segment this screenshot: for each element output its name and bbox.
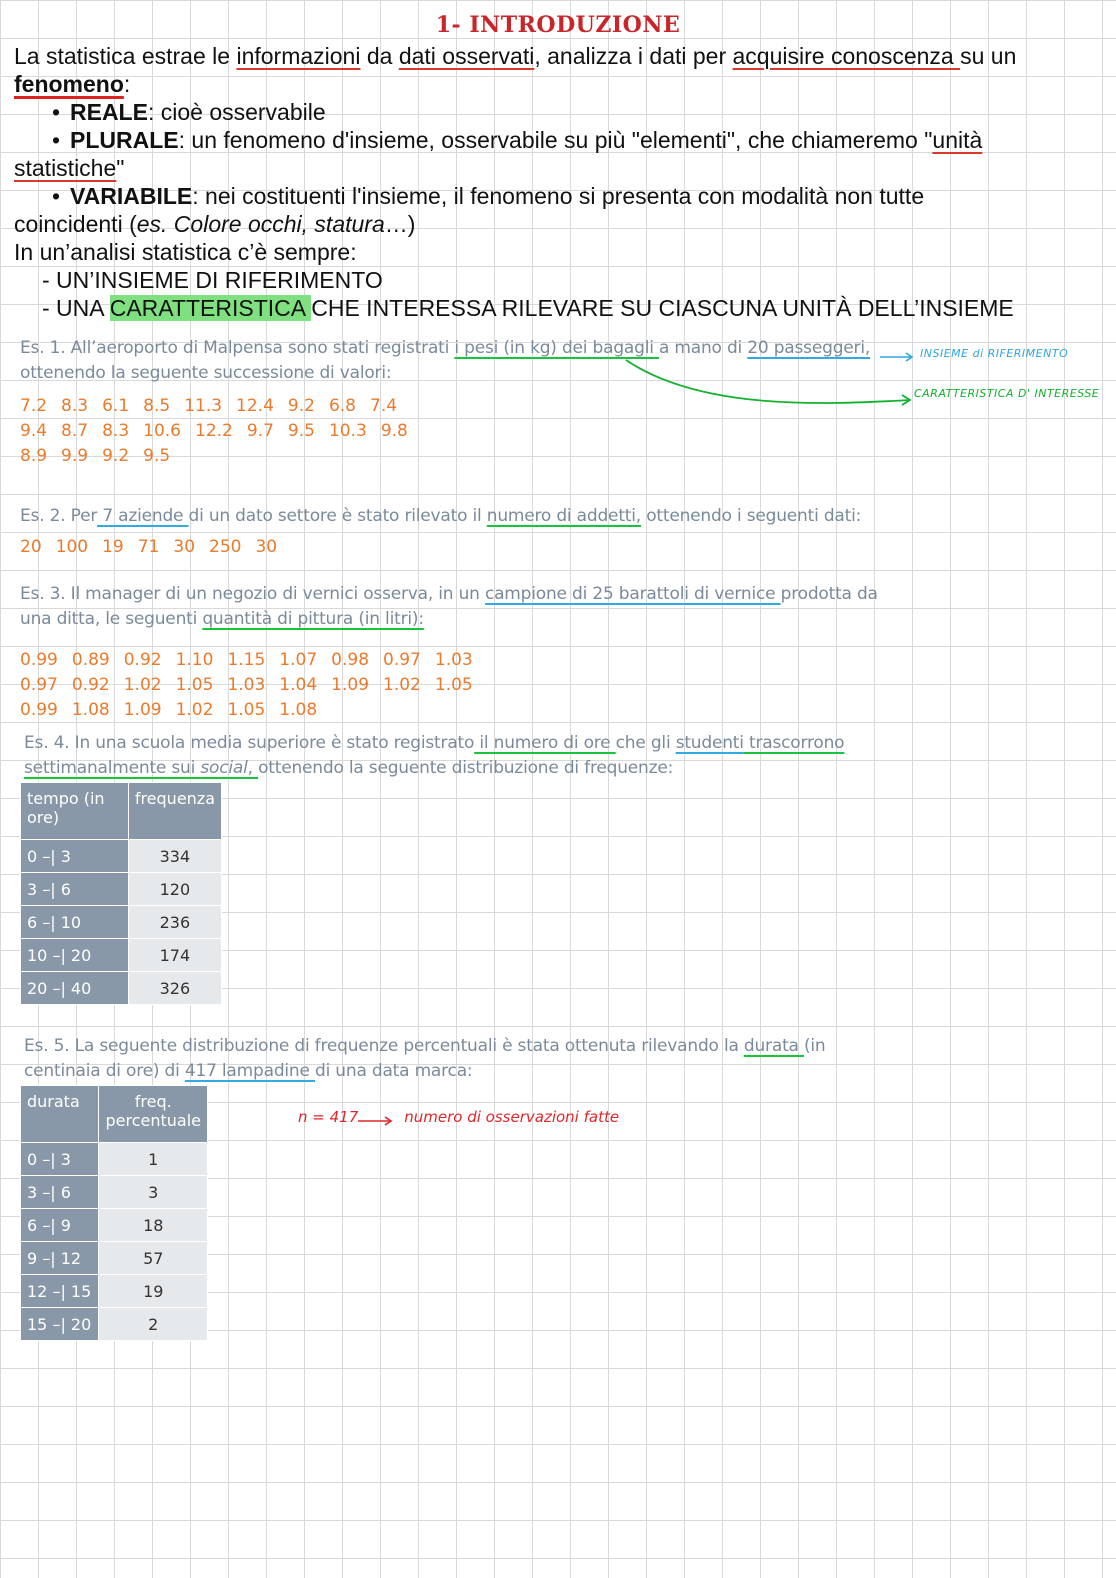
data-value: 9.7 <box>246 421 274 441</box>
data-value: 30 <box>173 537 196 557</box>
bullet-term: VARIABILE <box>70 183 193 209</box>
ex1-text: a mano di <box>658 338 748 358</box>
interval-cell: 12 –| 15 <box>21 1275 99 1308</box>
data-value: 20 <box>20 537 42 557</box>
ex4-characteristic: social <box>200 758 248 778</box>
ex2-text: Es. 2. Per <box>20 506 98 526</box>
data-value: 250 <box>209 537 242 557</box>
ex4-characteristic: sui <box>166 758 201 778</box>
interval-cell: 0 –| 3 <box>21 1143 99 1176</box>
intro-text: La statistica estrae le <box>14 43 237 69</box>
data-value: 1.08 <box>279 700 318 720</box>
note-insieme-riferimento: INSIEME di RIFERIMENTO <box>920 347 1069 360</box>
ex4-characteristic: il numero di ore <box>474 733 616 753</box>
interval-cell: 9 –| 12 <box>21 1242 99 1275</box>
bullet-term: PLURALE <box>70 127 179 153</box>
data-value: 0.97 <box>20 675 58 695</box>
ex4-text: ottenendo la seguente distribuzione di frequenze: <box>258 758 674 778</box>
interval-cell: 3 –| 6 <box>21 1176 99 1209</box>
intro-underlined: dati osservati <box>398 43 535 69</box>
data-value: 1.10 <box>175 650 214 670</box>
bullet-icon: • <box>51 183 60 209</box>
data-value: 1.02 <box>123 675 162 695</box>
interval-cell: 20 –| 40 <box>21 972 129 1005</box>
data-value: 100 <box>55 537 89 557</box>
value-cell: 57 <box>99 1242 208 1275</box>
ex4-characteristic: trascorrono <box>743 733 845 753</box>
arrow-to-note <box>358 1117 391 1125</box>
interval-cell: 10 –| 20 <box>21 939 129 972</box>
ex2-characteristic: numero di addetti, <box>486 506 641 526</box>
data-value: 6.8 <box>328 396 356 416</box>
ex2-text: ottenendo i seguenti dati: <box>640 506 862 526</box>
ex1-population: 20 passeggeri, <box>747 338 871 358</box>
analysis-text: CHE INTERESSA RILEVARE SU CIASCUNA UNITÀ DELL’INSIEME <box>311 295 1014 321</box>
ex3-text: una ditta, le seguenti <box>20 609 203 629</box>
data-value: 7.2 <box>20 396 48 416</box>
ex4-characteristic: settimanalmente <box>24 758 167 778</box>
ex4-text: Es. 4. In una scuola media superiore è stato registrato <box>24 733 475 753</box>
ex5-text: centinaia di ore) di <box>24 1061 185 1081</box>
arrow-to-caratteristica <box>626 360 910 405</box>
interval-cell: 3 –| 6 <box>21 873 129 906</box>
data-value: 71 <box>137 537 160 557</box>
data-value: 9.8 <box>380 421 408 441</box>
ex1-line-2: ottenendo la seguente successione di valori: <box>20 363 392 383</box>
data-value: 1.07 <box>279 650 318 670</box>
bullet-text: : cioè osservabile <box>147 99 326 125</box>
fenomeno-term: fenomeno <box>14 71 124 97</box>
data-value: 12.2 <box>195 421 233 441</box>
data-value: 7.4 <box>370 396 398 416</box>
data-value: 11.3 <box>184 396 223 416</box>
value-cell: 236 <box>128 906 221 939</box>
ex4-text: che gli <box>615 733 676 753</box>
data-value: 0.89 <box>71 650 110 670</box>
ex5-text: (in <box>803 1036 826 1056</box>
data-value: 19 <box>102 537 124 557</box>
ex3-population: campione di 25 barattoli di vernice <box>484 584 781 604</box>
note-caratteristica-interesse: CARATTERISTICA D' INTERESSE <box>914 387 1100 400</box>
value-cell: 1 <box>99 1143 208 1176</box>
intro-text: da <box>360 43 399 69</box>
analysis-text: - UNA <box>42 295 110 321</box>
value-cell: 2 <box>99 1308 208 1341</box>
highlighted-term: CARATTERISTICA <box>109 295 312 321</box>
intro-underlined: informazioni <box>236 43 361 69</box>
data-value: 1.03 <box>434 650 473 670</box>
data-value: 9.2 <box>102 446 130 466</box>
bullet-examples: es. Colore occhi, statura <box>136 211 385 237</box>
data-value: 9.2 <box>287 396 315 416</box>
ex1-characteristic: i pesi (in kg) dei bagagli <box>454 338 659 358</box>
bullet-text: : un fenomeno d'insieme, osservabile su più "elementi", che chiameremo " <box>178 127 933 153</box>
analysis-item-1: - UN’INSIEME DI RIFERIMENTO <box>42 267 383 293</box>
data-value: 1.09 <box>123 700 162 720</box>
bullet-text: " <box>116 155 125 181</box>
value-cell: 18 <box>99 1209 208 1242</box>
bullet-underlined: unità <box>932 127 983 153</box>
data-value: 8.5 <box>143 396 171 416</box>
column-header: freq. percentuale <box>99 1086 208 1143</box>
data-value: 10.6 <box>143 421 181 441</box>
ex4-characteristic: , <box>247 758 259 778</box>
data-value: 9.5 <box>287 421 315 441</box>
column-header: frequenza <box>128 783 221 840</box>
data-value: 30 <box>255 537 278 557</box>
data-value: 0.92 <box>123 650 162 670</box>
column-header: durata <box>21 1086 99 1143</box>
ex2-text: di un dato settore è stato rilevato il <box>188 506 487 526</box>
note-text: numero di osservazioni fatte <box>404 1108 620 1126</box>
arrow-to-insieme <box>880 353 912 361</box>
data-value: 10.3 <box>328 421 367 441</box>
intro-text: , analizza i dati per <box>534 43 733 69</box>
ex3-text: prodotta da <box>780 584 878 604</box>
data-value: 9.4 <box>20 421 48 441</box>
bullet-text: …) <box>384 211 416 237</box>
data-value: 0.98 <box>331 650 370 670</box>
ex3-characteristic: quantità di pittura (in litri): <box>202 609 424 629</box>
bullet-icon: • <box>51 99 60 125</box>
data-value: 1.05 <box>175 675 214 695</box>
ex1-text: Es. 1. All’aeroporto di Malpensa sono stati registrati <box>20 338 455 358</box>
page-title: 1- INTRODUZIONE <box>435 12 681 38</box>
ex3-text: Es. 3. Il manager di un negozio di vernici osserva, in un <box>20 584 485 604</box>
data-value: 0.97 <box>383 650 421 670</box>
data-value: 0.99 <box>20 650 58 670</box>
data-value: 0.92 <box>71 675 110 695</box>
data-value: 9.9 <box>61 446 89 466</box>
ex5-characteristic: durata <box>743 1036 804 1056</box>
bullet-term: REALE <box>70 99 148 125</box>
note-n-value: n = 417 <box>298 1108 359 1126</box>
bullet-text: : nei costituenti l'insieme, il fenomeno si presenta con modalità non tutte <box>192 183 925 209</box>
data-value: 12.4 <box>236 396 274 416</box>
data-value: 9.5 <box>143 446 171 466</box>
interval-cell: 6 –| 9 <box>21 1209 99 1242</box>
data-value: 1.02 <box>175 700 214 720</box>
data-value: 8.3 <box>102 421 130 441</box>
value-cell: 3 <box>99 1176 208 1209</box>
data-value: 1.03 <box>227 675 266 695</box>
data-value: 1.04 <box>279 675 318 695</box>
intro-text: : <box>123 71 131 97</box>
bullet-underlined: statistiche <box>14 155 117 181</box>
intro-text: su un <box>960 43 1017 69</box>
ex5-text: di una data marca: <box>314 1061 473 1081</box>
value-cell: 19 <box>99 1275 208 1308</box>
interval-cell: 6 –| 10 <box>21 906 129 939</box>
data-value: 6.1 <box>102 396 130 416</box>
analysis-line: In un’analisi statistica c’è sempre: <box>14 239 357 265</box>
value-cell: 334 <box>128 840 221 873</box>
data-value: 1.05 <box>227 700 266 720</box>
data-value: 8.3 <box>61 396 89 416</box>
value-cell: 120 <box>128 873 221 906</box>
value-cell: 174 <box>128 939 221 972</box>
ex4-population: studenti <box>675 733 744 753</box>
intro-underlined: acquisire conoscenza <box>732 43 961 69</box>
ex5-text: Es. 5. La seguente distribuzione di frequenze percentuali è stata ottenuta rilevando la <box>24 1036 744 1056</box>
value-cell: 326 <box>128 972 221 1005</box>
interval-cell: 15 –| 20 <box>21 1308 99 1341</box>
data-value: 1.05 <box>434 675 473 695</box>
ex2-population: 7 aziende <box>97 506 189 526</box>
ex5-population: 417 lampadine <box>184 1061 315 1081</box>
data-value: 8.9 <box>20 446 48 466</box>
data-value: 0.99 <box>20 700 58 720</box>
data-value: 1.02 <box>383 675 421 695</box>
bullet-text: coincidenti ( <box>14 211 137 237</box>
data-value: 1.15 <box>227 650 266 670</box>
bullet-icon: • <box>51 127 60 153</box>
interval-cell: 0 –| 3 <box>21 840 129 873</box>
data-value: 1.09 <box>331 675 370 695</box>
data-value: 1.08 <box>71 700 110 720</box>
column-header: tempo (in ore) <box>21 783 129 840</box>
data-value: 8.7 <box>61 421 89 441</box>
